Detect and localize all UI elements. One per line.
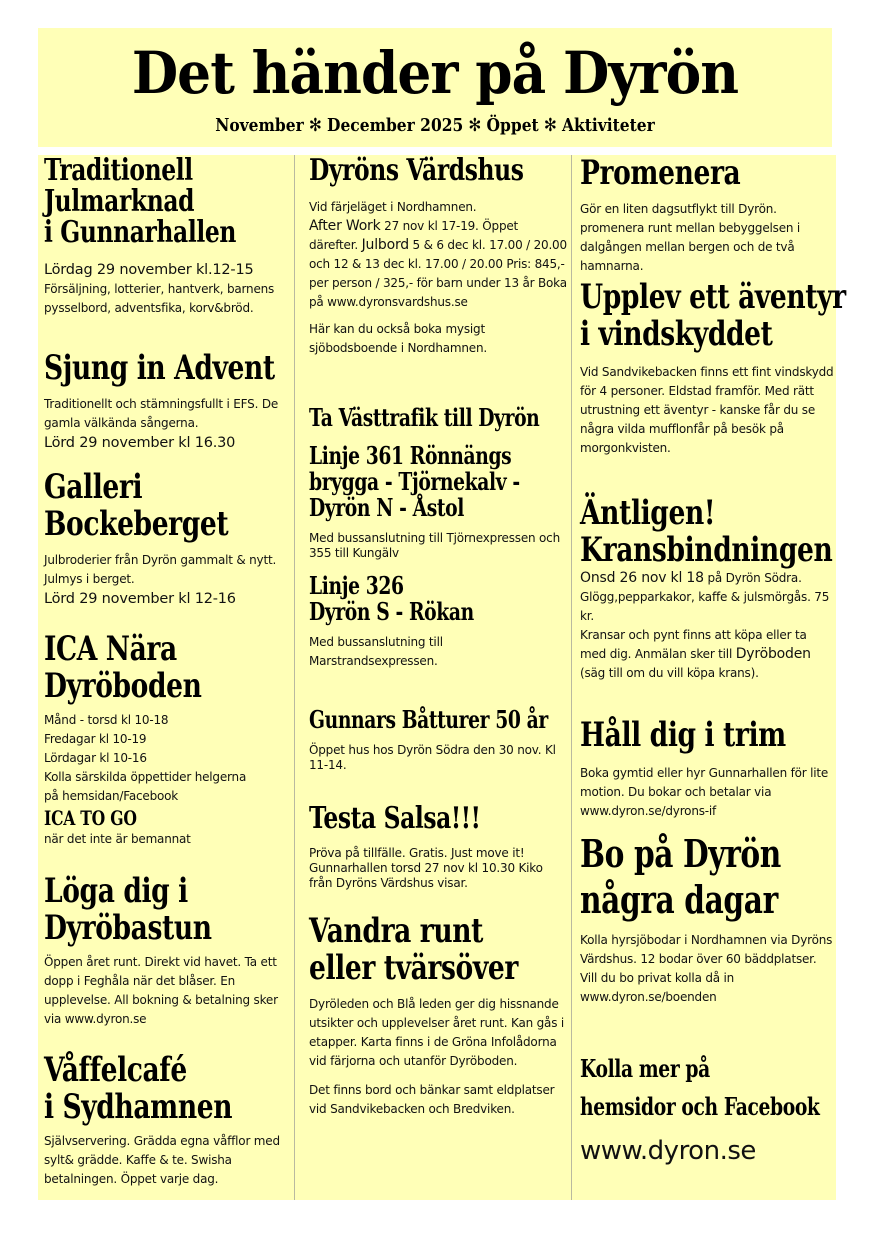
trim-text: Boka gymtid eller hyr Gunnarhallen för lite motion. Du bokar och betalar via www.dyron.se/dyrons-if [580, 766, 829, 818]
asterisk-icon: ✻ [468, 115, 482, 136]
poster-title: Det händer på Dyrön [131, 39, 739, 107]
column-left [38, 155, 294, 1200]
section-salsa [309, 803, 567, 891]
vandra-heading-2: eller tvärsöver [309, 948, 518, 988]
line361-heading-1: Linje 361 Rönnängs [309, 441, 512, 470]
advent-heading: Sjung in Advent [44, 348, 275, 388]
section-trim [580, 717, 835, 821]
julmarknad-heading-3: i Gunnarhallen [44, 215, 236, 250]
galleri-date: Lörd 29 november kl 12-16 [44, 591, 236, 607]
vandra-text-2: Det finns bord och bänkar samt eldplatser vid Sandvikebacken och Bredviken. [309, 1083, 555, 1116]
line361-heading-group [309, 443, 567, 521]
ica-hours-1: Månd - torsd kl 10-18 [44, 713, 169, 727]
bastu-text: Öppen året runt. Direkt vid havet. Ta ett dopp i Feghåla när det blåser. En upplevelse. All bokning & betalning sker via www.dyron.se [44, 955, 278, 1026]
line361-text: Med bussanslutning till Tjörnexpressen och 355 till Kungälv [309, 531, 560, 560]
krans-text [580, 569, 835, 626]
section-galleri [44, 469, 292, 609]
vardshus-location: Vid färjeläget i Nordhamnen. [309, 200, 477, 214]
krans-text-2-line [580, 626, 835, 683]
section-ica [44, 631, 292, 849]
ica-note-1: Kolla särskilda öppettider helgerna [44, 770, 247, 784]
bo-heading-1: Bo på Dyrön [580, 831, 781, 876]
afterwork-label: After Work [309, 218, 381, 234]
asterisk-icon: ✻ [308, 115, 322, 136]
subtitle-oppet: Öppet [486, 115, 539, 136]
poster-subtitle [94, 114, 777, 138]
galleri-heading-1: Galleri [44, 467, 143, 507]
vasttrafik-heading: Ta Västtrafik till Dyrön [309, 403, 540, 432]
bastu-heading-1: Löga dig i [44, 871, 188, 911]
galleri-text: Julbroderier från Dyrön gammalt & nytt. Julmys i berget. [44, 553, 277, 586]
aventyr-text: Vid Sandvikebacken finns ett fint vindskydd för 4 personer. Eldstad framför. Med rätt utrustning ett äventyr - kanske får du se några vilda mufflonfår på besök på morgonkvisten. [580, 365, 834, 455]
vaffel-heading-1: Våffelcafé [44, 1050, 187, 1090]
ica-hours-2: Fredagar kl 10-19 [44, 732, 147, 746]
salsa-heading: Testa Salsa!!! [309, 801, 481, 836]
line361-heading-3: Dyrön N - Åstol [309, 493, 464, 522]
section-vaffel [44, 1052, 292, 1189]
krans-date: Onsd 26 nov kl 18 [580, 570, 704, 586]
bo-text-2: Vill du bo privat kolla då in www.dyron.se/boenden [580, 971, 735, 1004]
ica-togo-heading: ICA TO GO [44, 806, 137, 830]
ica-hours-3: Lördagar kl 10-16 [44, 751, 147, 765]
vandra-text: Dyröleden och Blå leden ger dig hissnande utsikter och upplevelser året runt. Kan gås i etapper. Karta finns i de Gröna Infolådorna vid färjorna och utanför Dyröboden. [309, 997, 565, 1068]
section-krans [580, 495, 835, 683]
vardshus-extra: Här kan du också boka mysigt sjöbodsboende i Nordhamnen. [309, 322, 487, 355]
line326-heading-1: Linje 326 [309, 571, 404, 600]
poster-header [38, 28, 832, 147]
batturer-text: Öppet hus hos Dyrön Södra den 30 nov. Kl 11-14. [309, 743, 556, 772]
section-vandra [309, 913, 567, 1119]
trim-heading: Håll dig i trim [580, 715, 786, 755]
section-vasttrafik [309, 405, 567, 671]
kolla-heading-2: hemsidor och Facebook [580, 1092, 820, 1121]
julbord-text: 5 & 6 dec kl. 17.00 / 20.00 och 12 & 13 dec kl. 17.00 / 20.00 Pris: 845,- per person / 325,- för barn under 13 år Boka på www.dyronsvardshus.se [309, 238, 567, 309]
batturer-heading: Gunnars Båtturer 50 år [309, 705, 548, 734]
subtitle-december: December 2025 [327, 115, 464, 136]
promenera-heading: Promenera [580, 153, 741, 193]
aventyr-heading-1: Upplev ett äventyr [580, 277, 846, 317]
afterwork-text: 27 nov kl 17-19. Öppet därefter. [309, 219, 519, 252]
vaffel-text: Självservering. Grädda egna våfflor med sylt& grädde. Kaffe & te. Swisha betalningen. Öppet varje dag. [44, 1134, 280, 1186]
julmarknad-text: Försäljning, lotterier, hantverk, barnens pysselbord, adventsfika, korv&bröd. [44, 282, 275, 315]
section-julmarknad [44, 155, 294, 318]
column-right [571, 153, 846, 1200]
krans-text-2: Kransar och pynt finns att köpa eller ta med dig. Anmälan sker till [580, 628, 807, 661]
promenera-text: Gör en liten dagsutflykt till Dyrön. promenera runt mellan bebyggelsen i dalgången mellan bergen och de två hamnarna. [580, 202, 801, 273]
ica-togo-text: när det inte är bemannat [44, 832, 191, 846]
galleri-heading-2: Bockeberget [44, 504, 229, 544]
salsa-text: Pröva på tillfälle. Gratis. Just move it! Gunnarhallen torsd 27 nov kl 10.30 Kiko från Dyröns Värdshus visar. [309, 846, 543, 890]
poster-content [38, 153, 846, 1200]
section-kolla [580, 1050, 835, 1166]
krans-text-3: (säg till om du vill köpa krans). [580, 666, 759, 680]
subtitle-aktiviteter: Aktiviteter [561, 115, 655, 136]
bastu-heading-2: Dyröbastun [44, 908, 212, 948]
julmarknad-date: Lördag 29 november kl.12-15 [44, 262, 254, 278]
ica-heading-2: Dyröboden [44, 666, 202, 706]
section-aventyr [580, 277, 846, 458]
line361-heading-2: brygga - Tjörnekalv - [309, 467, 520, 496]
section-promenera [580, 155, 835, 276]
kolla-heading-1: Kolla mer på [580, 1054, 710, 1083]
julbord-label: Julbord [361, 237, 409, 253]
advent-date: Lörd 29 november kl 16.30 [44, 435, 236, 451]
vardshus-heading: Dyröns Värdshus [309, 153, 524, 188]
advent-text: Traditionellt och stämningsfullt i EFS. De gamla välkända sångerna. [44, 397, 279, 430]
website-link[interactable]: www.dyron.se [580, 1136, 756, 1166]
aventyr-heading-2: i vindskyddet [580, 314, 773, 354]
asterisk-icon: ✻ [543, 115, 557, 136]
section-vardshus [309, 155, 567, 358]
line326-heading-2: Dyrön S - Rökan [309, 597, 474, 626]
ica-note-2: på hemsidan/Facebook [44, 789, 179, 803]
krans-text-1: på Dyrön Södra. Glögg,pepparkakor, kaffe & julsmörgås. 75 kr. [580, 571, 830, 623]
subtitle-november: November [215, 115, 304, 136]
krans-heading-1: Äntligen! [580, 493, 716, 533]
line326-text: Med bussanslutning till Marstrandsexpressen. [309, 635, 443, 668]
section-batturer [309, 707, 567, 773]
krans-place: Dyröboden [735, 646, 811, 662]
section-bo [580, 831, 835, 1007]
bo-text: Kolla hyrsjöbodar i Nordhamnen via Dyröns Värdshus. 12 bodar över 60 bäddplatser. [580, 933, 833, 966]
vaffel-heading-2: i Sydhamnen [44, 1087, 233, 1127]
julmarknad-heading-1: Traditionell [44, 153, 193, 188]
ica-heading-1: ICA Nära [44, 629, 177, 669]
julmarknad-heading-2: Julmarknad [44, 184, 195, 219]
section-bastu [44, 873, 292, 1029]
line326-heading-group [309, 573, 567, 625]
bo-heading-2: några dagar [580, 877, 778, 922]
section-advent [44, 350, 292, 453]
column-middle [294, 155, 571, 1200]
vardshus-details [309, 217, 567, 312]
krans-heading-2: Kransbindningen [580, 530, 833, 570]
vandra-heading-1: Vandra runt [309, 911, 484, 951]
